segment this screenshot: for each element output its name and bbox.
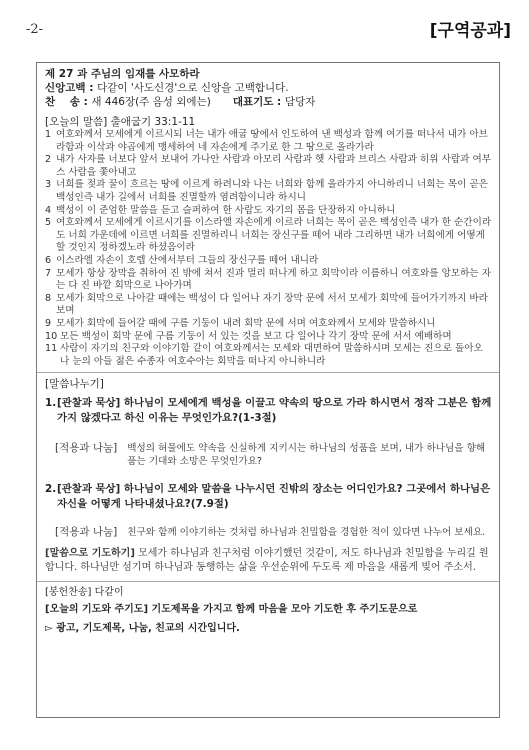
section-header: [구역공과] [429,21,511,41]
question-1 [45,396,492,426]
divider [37,372,499,373]
application-2 [55,526,492,539]
prayer-text: 모세가 하나님과 친구처럼 이야기했던 것같이, 저도 하나님과 친밀함을 누리길 원합니다. 하나님만 섬기며 하나님과 동행하는 삶을 우선순위에 두도록 제 마음을 새롭게 빚어 주소서. [45,548,489,574]
application-1-text: 백성의 허물에도 약속을 신실하게 지키시는 하나님의 성품을 보며, 내가 하나님을 향해 품는 기대와 소망은 무엇인가요? [127,443,486,468]
page-number: -2- [26,22,44,37]
verse-text: 사람이 자기의 친구와 이야기함 같이 여호와께서는 모세와 대면하여 말씀하시며 모세는 진으로 돌아오나 눈의 아들 젊은 수종자 여호수아는 회막을 떠나지 아니하니라 [60,343,483,367]
verse-text: 모세가 항상 장막을 취하여 진 밖에 쳐서 진과 멀리 떠나게 하고 회막이라 이름하니 여호와를 앙모하는 자는 다 진 바깥 회막으로 나아가며 [56,267,491,292]
verse-number: 9 [45,317,52,329]
announcement: ▻ 광고, 기도제목, 나눔, 친교의 시간입니다. [45,623,240,635]
verse-number: 8 [45,292,52,304]
verse-number: 1 [45,129,52,140]
creed-text: 다같이 '사도신경'으로 신앙을 고백합니다. [97,82,289,94]
verse-item [45,318,492,331]
verse-text: 모든 백성이 회막 문에 구름 기둥이 서 있는 것을 보고 다 일어나 각기 장막 문에 서서 예배하며 [60,330,452,342]
verse-number: 4 [45,204,52,216]
hymn-row [45,95,492,109]
lesson-frame [36,62,500,718]
verse-number: 3 [45,179,52,191]
verse-text: 모세가 회막으로 나아갈 때에는 백성이 다 일어나 자기 장막 문에 서서 모세가 회막에 들어가기까지 바라보며 [56,292,488,317]
offering-song-text: 다같이 [91,587,124,599]
verse-item [45,268,492,293]
offering-song-row [45,586,492,600]
hymn-label: 찬 송 : [45,96,92,108]
question-2-number: 2. [45,483,57,496]
application-1 [55,442,492,468]
application-2-text: 친구와 함께 이야기하는 것처럼 하나님과 친밀함을 경험한 적이 있다면 나누어 보세요. [127,527,486,539]
closing-text: 기도제목을 가지고 함께 마음을 모아 기도한 후 주기도문으로 [148,604,418,616]
prayer-block [45,547,492,575]
verse-item [45,217,492,255]
verse-number: 7 [45,267,52,279]
lesson-title: 제 27 과 주님의 임재를 사모하라 [45,68,200,80]
verse-item [45,255,492,268]
verse-text: 내가 사자를 너보다 앞서 보내어 가나안 사람과 아모리 사람과 헷 사람과 브리스 사람과 히위 사람과 여부스 사람을 쫓아내고 [56,154,491,178]
verse-item [45,129,492,154]
verse-text: 여호와께서 모세에게 이르시되 너는 내가 애굽 땅에서 인도하여 낸 백성과 함께 여기를 떠나서 내가 아브라함과 이삭과 야곱에게 맹세하여 네 자손에게 주기로 한 그 땅으로 올라가라 [56,129,488,153]
verse-text: 너희를 젖과 꿀이 흐르는 땅에 이르게 하려니와 나는 너희와 함께 올라가지 아니하리니 너희는 목이 곧은 백성인즉 내가 길에서 너희를 진멸할까 염려함이니라 하시니 [56,179,488,203]
question-2-text: [관찰과 묵상] 하나님이 모세와 말씀을 나누시던 진밖의 장소는 어디인가요? 그곳에서 하나님은 자신을 어떻게 나타내셨나요?(7.9절) [57,483,491,511]
verse-text: 여호와께서 모세에게 이르시기를 이스라엘 자손에게 이르라 너희는 목이 곧은 백성인즉 내가 한 순간이라도 너희 가운데에 이르면 너희를 진멸하리니 너희는 장신구를 떼어 내라 그리하면 내가 너희에게 어떻게 할 것인지 정하겠노라 하셨음이라 [56,217,492,254]
closing-label: [오늘의 기도와 주기도] [45,604,149,616]
verse-text: 모세가 회막에 들어갈 때에 구름 기둥이 내려 회막 문에 서며 여호와께서 모세와 말씀하시니 [56,317,436,329]
prayer-label: [말씀으로 기도하기] [45,548,135,560]
hymn-text: 새 446장(주 음성 외에는) [91,96,211,108]
creed-row [45,81,492,95]
leader-label: 대표기도 : [232,96,285,108]
question-1-number: 1. [45,397,57,410]
creed-label: 신앙고백 : [45,82,98,94]
verse-text: 이스라엘 자손이 호렙 산에서부터 그들의 장신구를 떼어 내니라 [56,254,319,266]
verse-number: 5 [45,217,52,229]
divider [37,581,499,582]
verse-number: 2 [45,154,52,166]
verse-item [45,179,492,204]
verse-number: 10 [45,330,58,342]
scripture-ref: 출애굽기 33:1-11 [107,116,196,128]
verse-item [45,331,492,344]
offering-song-label: [봉헌찬송] [45,587,92,599]
application-2-label: [적용과 나눔] [55,526,118,539]
scripture-heading [45,115,492,129]
verse-number: 6 [45,254,52,266]
verse-text: 백성이 이 준엄한 말씀을 듣고 슬퍼하여 한 사람도 자기의 몸을 단장하지 아니하니 [56,204,396,216]
verse-number: 11 [45,343,58,355]
verse-list [45,129,492,368]
leader-text: 담당자 [284,96,316,108]
verse-item [45,154,492,179]
scripture-label: [오늘의 말씀] [45,116,108,128]
closing-prayer-row [45,602,492,617]
sharing-label: [말씀나누기] [45,378,104,391]
question-1-text: [관찰과 묵상] 하나님이 모세에게 백성을 이끌고 약속의 땅으로 가라 하시면서 정작 그분은 함께 가지 않겠다고 하신 이유는 무엇인가요?(1-3절) [57,397,492,425]
verse-item [45,205,492,218]
question-2 [45,482,492,512]
application-1-label: [적용과 나눔] [55,442,118,455]
verse-item [45,293,492,318]
verse-item [45,343,492,368]
